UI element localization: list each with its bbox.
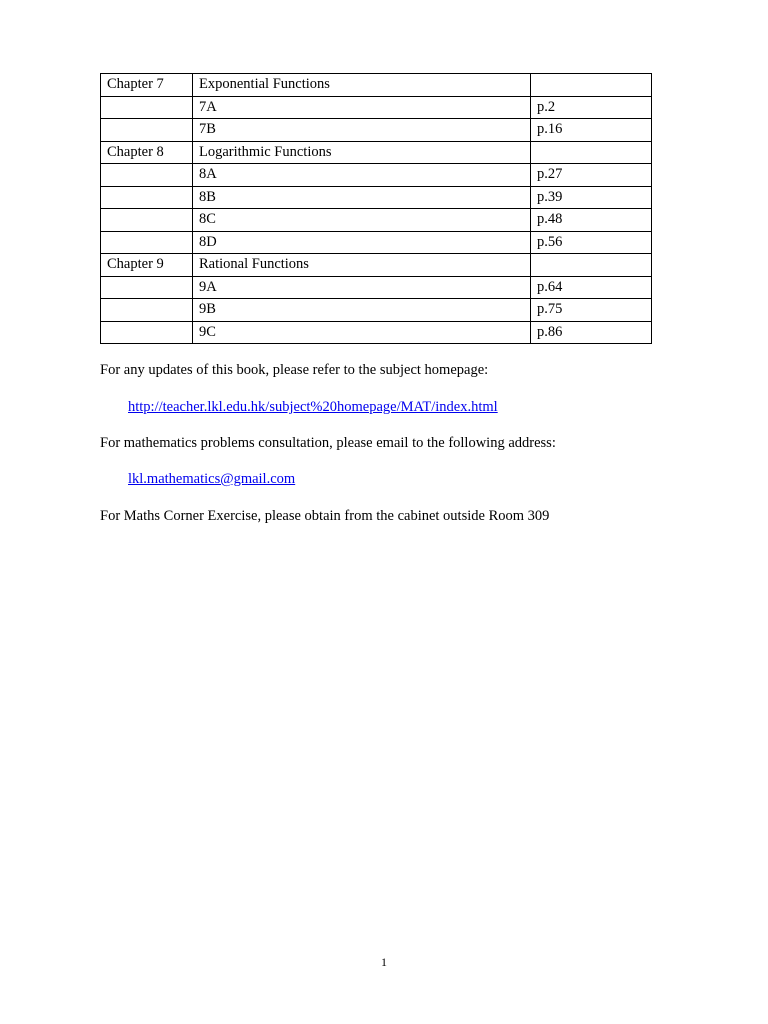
page-number: 1: [381, 955, 387, 969]
page-cell: p.27: [531, 164, 652, 187]
table-row: [101, 96, 652, 119]
chapter-cell: [101, 209, 193, 232]
title-cell: 8D: [193, 231, 531, 254]
title-cell: Rational Functions: [193, 254, 531, 277]
page-cell: p.56: [531, 231, 652, 254]
chapter-cell: [101, 231, 193, 254]
chapter-cell: [101, 96, 193, 119]
page-cell: p.39: [531, 186, 652, 209]
table-row: [101, 141, 652, 164]
title-cell: 7A: [193, 96, 531, 119]
table-row: [101, 321, 652, 344]
title-cell: 8A: [193, 164, 531, 187]
title-cell: 8B: [193, 186, 531, 209]
maths-corner-note: For Maths Corner Exercise, please obtain from the cabinet outside Room 309: [100, 508, 550, 524]
page-cell: [531, 74, 652, 97]
chapter-cell: Chapter 9: [101, 254, 193, 277]
table-row: [101, 74, 652, 97]
chapter-cell: [101, 276, 193, 299]
table-row: [101, 254, 652, 277]
table-row: [101, 231, 652, 254]
page-cell: p.16: [531, 119, 652, 142]
title-cell: 9B: [193, 299, 531, 322]
page-cell: [531, 254, 652, 277]
title-cell: 9C: [193, 321, 531, 344]
page-cell: p.86: [531, 321, 652, 344]
email-link[interactable]: lkl.mathematics@gmail.com: [128, 471, 296, 487]
title-cell: 8C: [193, 209, 531, 232]
updates-note: For any updates of this book, please refer to the subject homepage:: [100, 362, 489, 378]
chapter-cell: [101, 299, 193, 322]
chapter-cell: [101, 164, 193, 187]
table-row: [101, 299, 652, 322]
chapter-cell: [101, 119, 193, 142]
table-row: [101, 276, 652, 299]
homepage-link[interactable]: http://teacher.lkl.edu.hk/subject%20homepage/MAT/index.html: [128, 399, 498, 415]
chapter-cell: [101, 321, 193, 344]
title-cell: Exponential Functions: [193, 74, 531, 97]
table-row: [101, 119, 652, 142]
page-cell: p.48: [531, 209, 652, 232]
consultation-note: For mathematics problems consultation, please email to the following address:: [100, 435, 556, 451]
title-cell: 7B: [193, 119, 531, 142]
title-cell: Logarithmic Functions: [193, 141, 531, 164]
page-cell: [531, 141, 652, 164]
contents-table: [100, 73, 652, 344]
page-cell: p.2: [531, 96, 652, 119]
table-row: [101, 186, 652, 209]
chapter-cell: [101, 186, 193, 209]
chapter-cell: Chapter 8: [101, 141, 193, 164]
chapter-cell: Chapter 7: [101, 74, 193, 97]
table-row: [101, 209, 652, 232]
title-cell: 9A: [193, 276, 531, 299]
page-cell: p.64: [531, 276, 652, 299]
page-cell: p.75: [531, 299, 652, 322]
table-row: [101, 164, 652, 187]
